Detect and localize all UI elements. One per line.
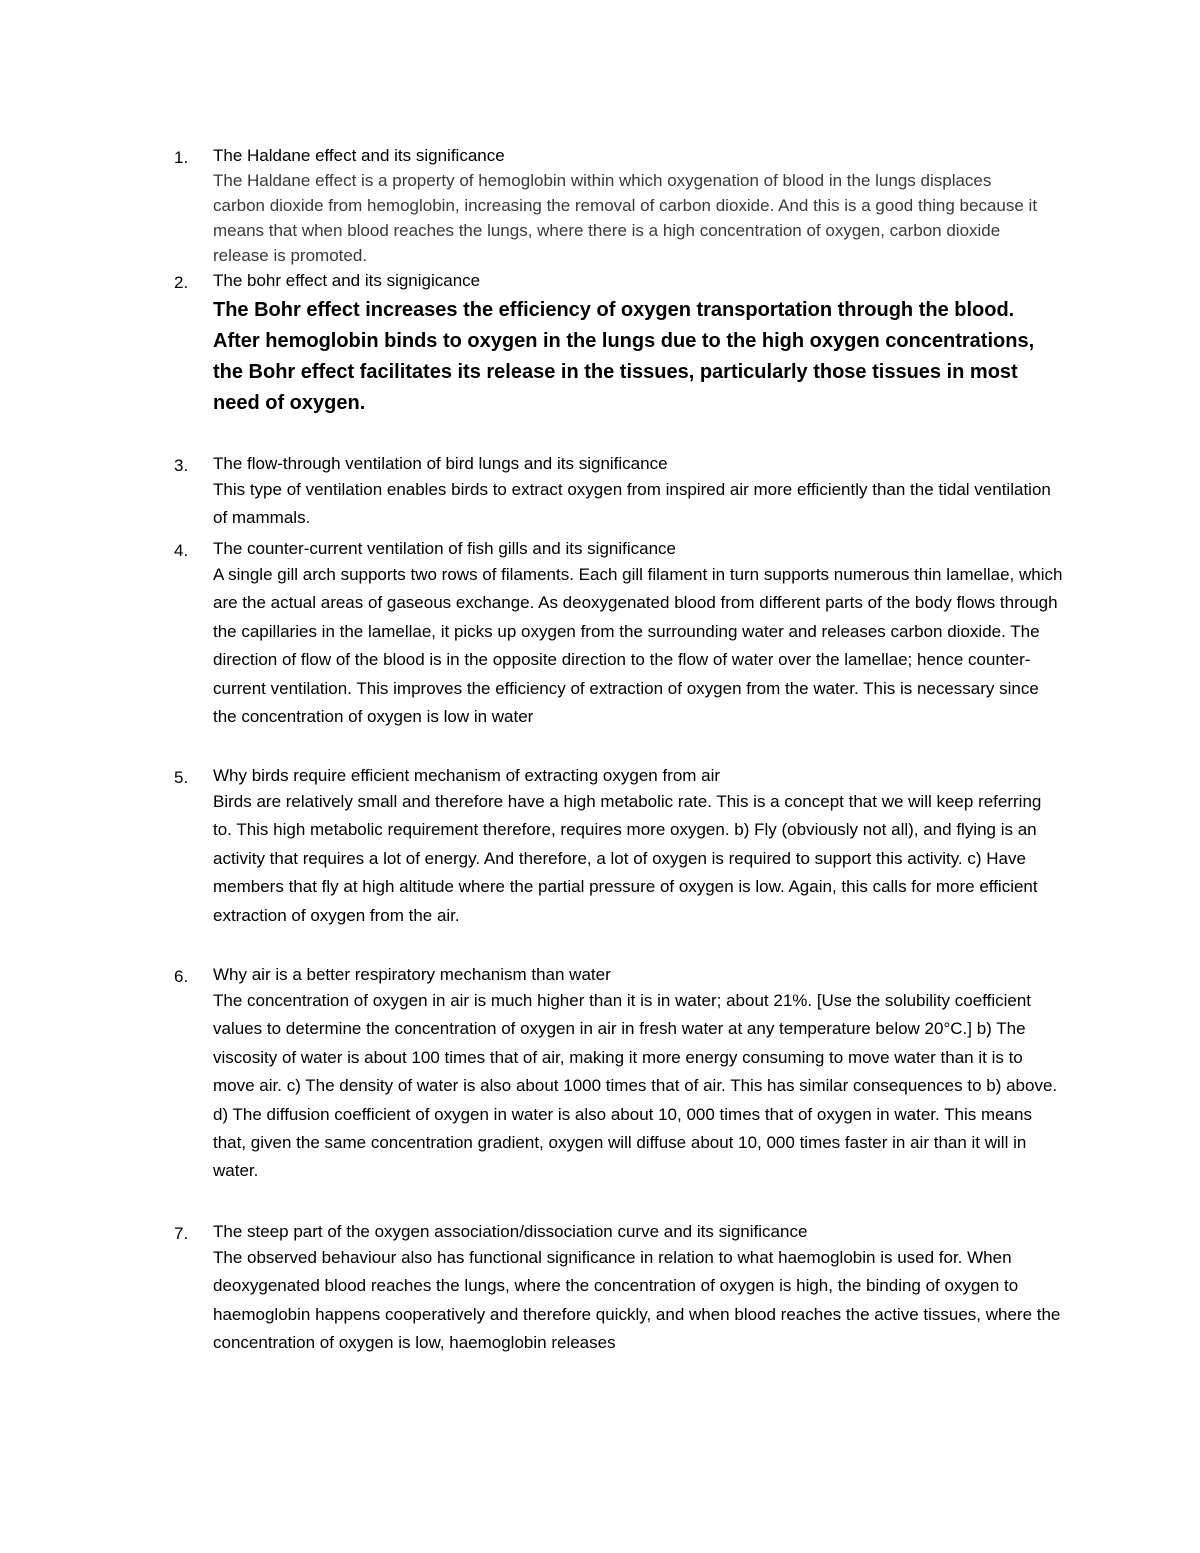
- item-answer: A single gill arch supports two rows of filaments. Each gill filament in turn supports numerous thin lamellae, which are the actual areas of gaseous exchange. As deoxygenated blood from different parts of the body flows through the capillaries in the lamellae, it picks up oxygen from the surrounding water and releases carbon dioxide. The direction of flow of the blood is in the opposite direction to the flow of water over the lamellae; hence counter-current ventilation. This improves the efficiency of extraction of oxygen from the water. This is necessary since the concentration of oxygen is low in water: [213, 565, 1063, 727]
- item-question: The bohr effect and its signigicance: [213, 271, 481, 290]
- answer-emphasis: increases the efficiency of oxygen transportation through the blood: [365, 299, 1009, 321]
- list-item-4: [170, 537, 1070, 731]
- list-item-7: [170, 1220, 1070, 1358]
- item-answer: This type of ventilation enables birds to extract oxygen from inspired air more efficiently than the tidal ventilation of mammals.: [213, 480, 1051, 528]
- item-number: 2.: [174, 273, 189, 292]
- item-question: Why air is a better respiratory mechanism than water: [213, 965, 611, 984]
- item-question: Why birds require efficient mechanism of extracting oxygen from air: [213, 766, 721, 785]
- item-number: 5.: [174, 768, 189, 787]
- list-item-1: [170, 144, 1070, 268]
- item-question: The steep part of the oxygen association/dissociation curve and its significance: [213, 1222, 808, 1241]
- item-question: The flow-through ventilation of bird lungs and its significance: [213, 454, 668, 473]
- item-answer: The observed behaviour also has functional significance in relation to what haemoglobin is used for. When deoxygenated blood reaches the lungs, where the concentration of oxygen is high, the binding of oxygen to haemoglobin happens cooperatively and therefore quickly, and when blood reaches the active tissues, where the concentration of oxygen is low, haemoglobin releases: [213, 1248, 1061, 1353]
- item-question: The counter-current ventilation of fish gills and its significance: [213, 539, 677, 558]
- item-answer: The concentration of oxygen in air is much higher than it is in water; about 21%. [Use the solubility coefficient values to determine the concentration of oxygen in air in fresh water at any temperature below 20°C.] b) The viscosity of water is about 100 times that of air, making it more energy consuming to move water than it is to move air. c) The density of water is also about 1000 times that of air. This has similar consequences to b) above. d) The diffusion coefficient of oxygen in water is also about 10, 000 times that of oxygen in water. This means that, given the same concentration gradient, oxygen will diffuse about 10, 000 times faster in air than it will in water.: [213, 991, 1058, 1181]
- item-number: 3.: [174, 456, 189, 475]
- answer-lead: The Bohr effect: [213, 299, 366, 321]
- item-question: The Haldane effect and its significance: [213, 146, 505, 165]
- item-answer: The Haldane effect is a property of hemoglobin within which oxygenation of blood in the lungs displaces carbon dioxide from hemoglobin, increasing the removal of carbon dioxide. And this is a good thing because it means that when blood reaches the lungs, where there is a high concentration of oxygen, carbon dioxide release is promoted.: [213, 171, 1038, 265]
- list-item-5: [170, 764, 1070, 930]
- item-number: 7.: [174, 1224, 189, 1243]
- list-item-6: [170, 963, 1070, 1186]
- list-item-3: [170, 452, 1070, 533]
- list-item-2: [170, 269, 1070, 419]
- item-number: 1.: [174, 148, 189, 167]
- item-answer: [213, 295, 1043, 419]
- answer-rest: . After hemoglobin binds to oxygen in the lungs due to the high oxygen concentrations, the Bohr effect facilitates its release in the tissues, particularly those tissues in most need of oxygen.: [213, 299, 1035, 414]
- item-number: 6.: [174, 967, 189, 986]
- item-number: 4.: [174, 541, 189, 560]
- item-answer: Birds are relatively small and therefore have a high metabolic rate. This is a concept that we will keep referring to. This high metabolic requirement therefore, requires more oxygen. b) Fly (obviously not all), and flying is an activity that requires a lot of energy. And therefore, a lot of oxygen is required to support this activity. c) Have members that fly at high altitude where the partial pressure of oxygen is low. Again, this calls for more efficient extraction of oxygen from the air.: [213, 792, 1042, 925]
